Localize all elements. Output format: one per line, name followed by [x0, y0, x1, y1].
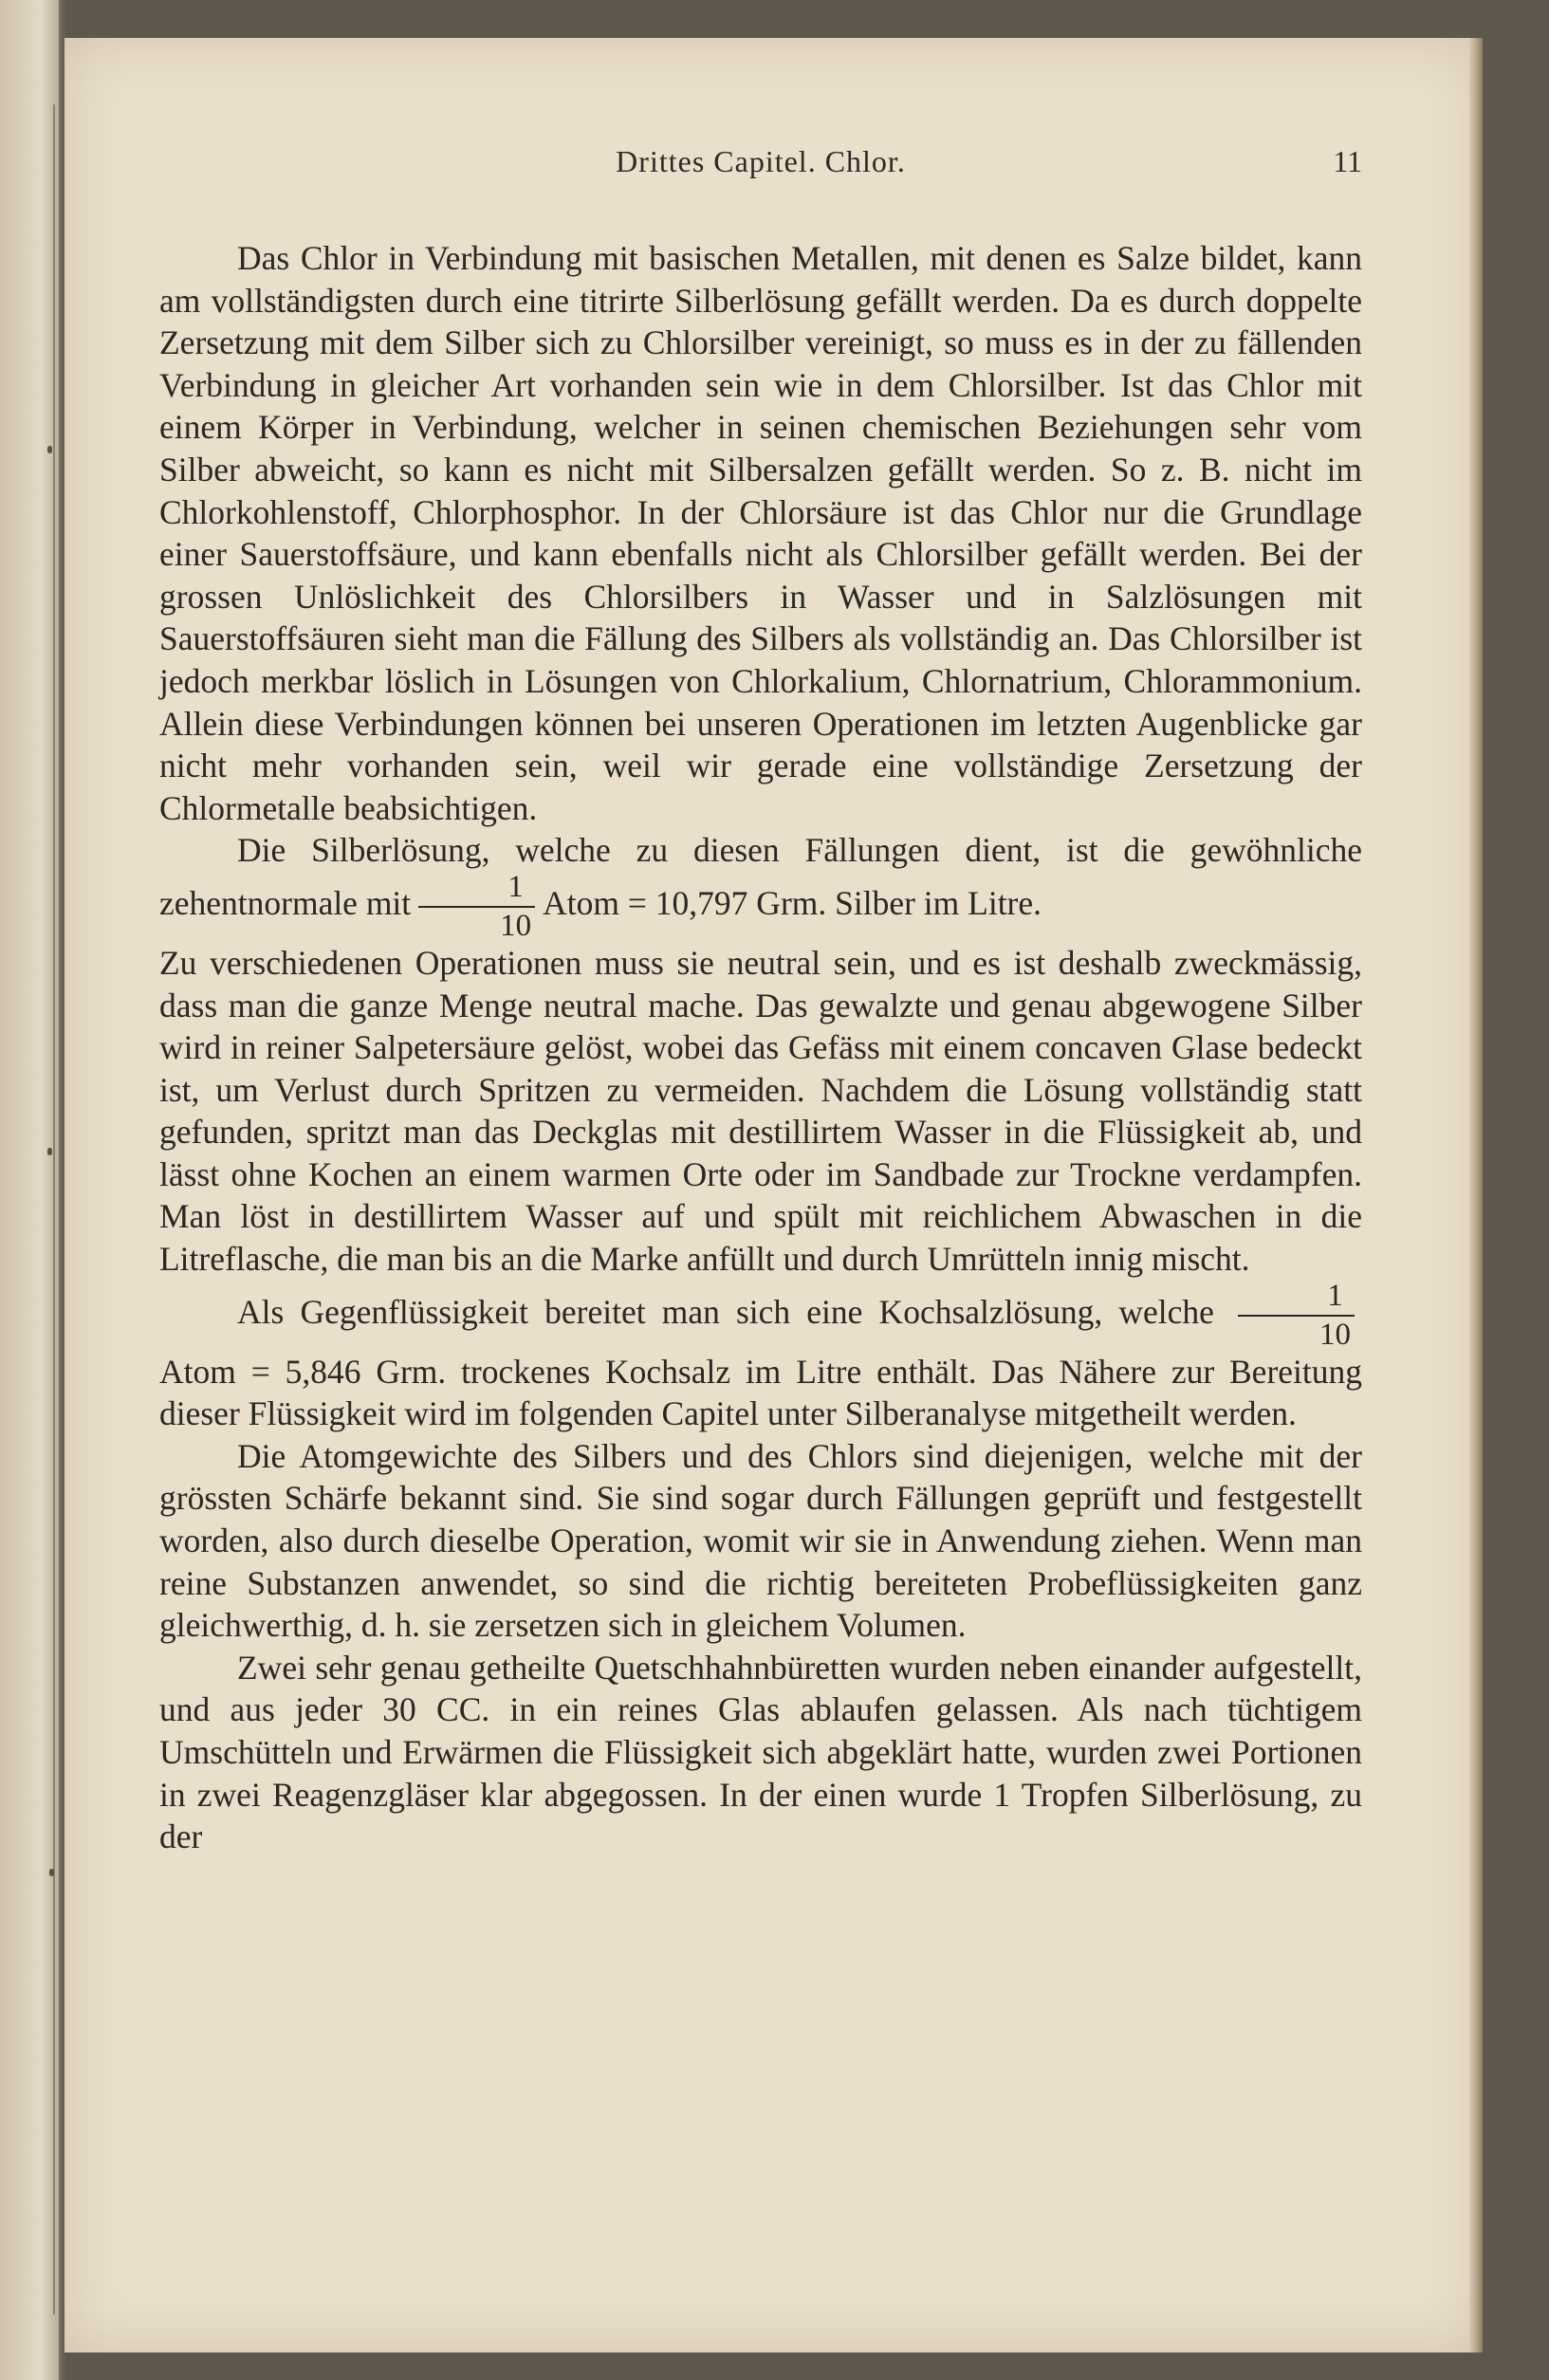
page-edge	[1469, 38, 1483, 2352]
fraction-denominator: 10	[500, 908, 532, 943]
page-number: 11	[1333, 144, 1362, 178]
paragraph-4-text-after: Atom = 5,846 Grm. trockenes Kochsalz im Litre enthält. Das Nähere zur Bereitung dieser Flüssigkeit wird im folgenden Capitel unter Silberanalyse mitgetheilt werden.	[159, 1352, 1362, 1433]
fraction-one-tenth	[1238, 1278, 1355, 1352]
facing-page-edge	[0, 0, 59, 2380]
paragraph-2-text-after: Atom = 10,797 Grm. Silber im Litre.	[543, 884, 1042, 923]
fraction-one-tenth	[418, 869, 535, 943]
book-page	[65, 38, 1483, 2352]
margin-speck	[47, 446, 52, 453]
paragraph-1: Das Chlor in Verbindung mit basischen Metallen, mit denen es Salze bildet, kann am vollständigsten durch eine titrirte Silberlösung gefällt werden. Da es durch doppelte Zersetzung mit dem Silber sich zu Chlorsilber vereinigt, so muss es in der zu fällenden Verbindung in gleicher Art vorhanden sein wie in dem Chlorsilber. Ist das Chlor mit einem Körper in Verbindung, welcher in seinen chemischen Beziehungen sehr vom Silber abweicht, so kann es nicht mit Silbersalzen gefällt werden. So z. B. nicht im Chlorkohlenstoff, Chlorphosphor. In der Chlorsäure ist das Chlor nur die Grundlage einer Sauerstoffsäure, und kann ebenfalls nicht als Chlorsilber gefällt werden. Bei der grossen Unlöslichkeit des Chlorsilbers in Wasser und in Salzlösungen mit Sauerstoffsäuren sieht man die Fällung des Silbers als vollständig an. Das Chlorsilber ist jedoch merkbar löslich in Lösungen von Chlorkalium, Chlornatrium, Chlorammonium. Allein diese Verbindungen können bei unseren Operationen im letzten Augenblicke gar nicht mehr vorhanden sein, weil wir gerade eine vollständige Zersetzung der Chlormetalle beabsichtigen.	[159, 239, 1362, 827]
paragraph-4-text-before: Als Gegenflüssigkeit bereitet man sich eine Kochsalzlösung, welche	[237, 1292, 1214, 1331]
paragraph-3: Zu verschiedenen Operationen muss sie neutral sein, und es ist deshalb zweckmässig, dass man die ganze Menge neutral mache. Das gewalzte und genau abgewogene Silber wird in reiner Salpetersäure gelöst, wobei das Gefäss mit einem concaven Glase bedeckt ist, um Verlust durch Spritzen zu vermeiden. Nachdem die Lösung vollständig statt gefunden, spritzt man das Deckglas mit destillirtem Wasser in die Flüssigkeit ab, und lässt ohne Kochen an einem warmen Orte oder im Sandbade zur Trockne verdampfen. Man löst in destillirtem Wasser auf und spült mit reichlichem Abwaschen in die Litreflasche, die man bis an die Marke anfüllt und durch Umrütteln innig mischt.	[159, 943, 1362, 1279]
paragraph-6: Zwei sehr genau getheilte Quetschhahnbüretten wurden neben einander aufgestellt, und aus jeder 30 CC. in ein reines Glas ablaufen gelassen. Als nach tüchtigem Umschütteln und Erwärmen die Flüssigkeit sich abgeklärt hatte, wurden zwei Portionen in zwei Reagenzgläser klar abgegossen. In der einen wurde 1 Tropfen Silberlösung, zu der	[159, 1648, 1362, 1856]
fraction-denominator: 10	[1319, 1317, 1351, 1352]
fraction-numerator: 1	[1238, 1281, 1355, 1317]
paragraph-5: Die Atomgewichte des Silbers und des Chlors sind diejenigen, welche mit der grössten Schärfe bekannt sind. Sie sind sogar durch Fällungen geprüft und festgestellt worden, also durch dieselbe Operation, womit wir sie in Anwendung ziehen. Wenn man reine Substanzen anwendet, so sind die richtig bereiteten Probeflüssigkeiten ganz gleichwerthig, d. h. sie zersetzen sich in gleichem Volumen.	[159, 1436, 1362, 1645]
body-text	[159, 237, 1362, 1858]
margin-speck	[47, 1148, 52, 1155]
margin-speck	[49, 1869, 54, 1876]
paragraph-2-text-before: Die Silberlösung, welche zu diesen Fällungen dient, ist die gewöhnliche zehentnormale mit	[159, 831, 1362, 923]
running-title: Drittes Capitel. Chlor.	[616, 144, 906, 178]
paragraph-2	[159, 829, 1362, 942]
gutter-line	[53, 104, 55, 2315]
fraction-numerator: 1	[418, 872, 535, 908]
running-header	[159, 144, 1362, 182]
paragraph-4	[159, 1278, 1362, 1435]
